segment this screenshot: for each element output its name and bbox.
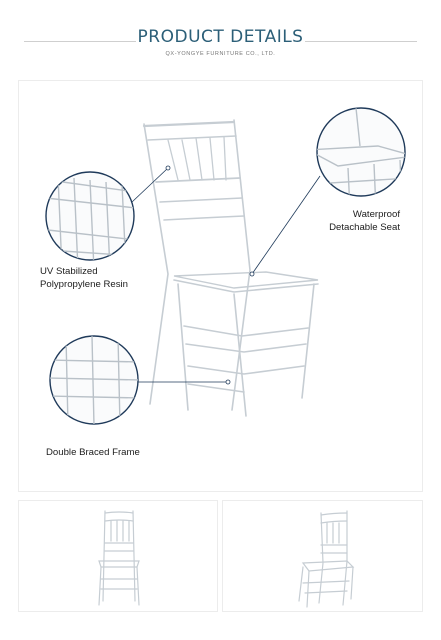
zoom-detail-uv [46, 166, 170, 270]
callout-seat-line-1: Waterproof [352, 209, 400, 220]
page-title: PRODUCT DETAILS [137, 27, 304, 47]
callout-seat-label [300, 208, 400, 234]
chair-angle-icon [223, 501, 424, 613]
zoom-detail-seat [250, 108, 414, 276]
chair-front-icon [19, 501, 219, 613]
thumbnail-front-view[interactable] [18, 500, 218, 612]
callout-uv-line-1: UV Stabilized [40, 266, 98, 277]
zoom-detail-frame [48, 336, 230, 426]
header [0, 0, 441, 80]
chair-icon [144, 120, 318, 416]
thumbnail-angle-view[interactable] [222, 500, 423, 612]
callout-uv-line-2: Polypropylene Resin [40, 279, 128, 290]
title-rule-right [305, 41, 417, 42]
callout-frame-label [46, 446, 140, 459]
callout-uv-label [40, 265, 128, 291]
callout-frame-line-1: Double Braced Frame [46, 447, 140, 458]
callout-seat-line-2: Detachable Seat [329, 222, 400, 233]
page-subtitle: QX-YONGYE FURNITURE CO., LTD. [165, 51, 276, 57]
